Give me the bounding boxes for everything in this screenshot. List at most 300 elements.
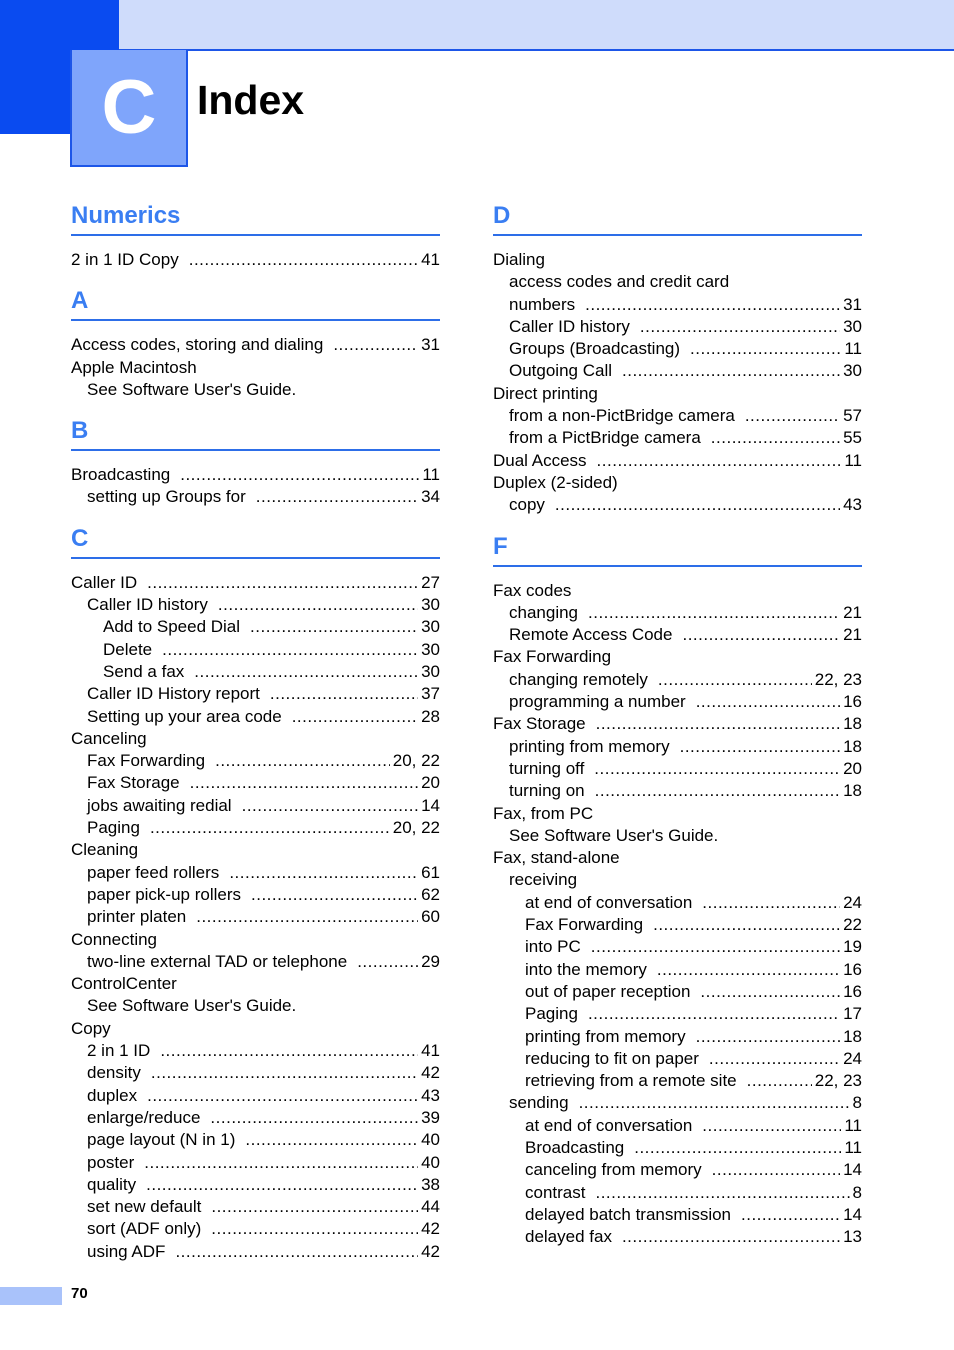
entry-term: delayed fax <box>525 1227 612 1247</box>
index-entry <box>71 728 440 750</box>
entry-term: from a non-PictBridge camera <box>509 406 735 426</box>
dot-leader <box>741 1204 840 1226</box>
entry-page-ref: 22 <box>843 915 862 935</box>
entry-page-ref: 22, 23 <box>814 1071 862 1091</box>
index-entry <box>71 750 440 772</box>
index-entry <box>493 271 862 293</box>
entry-page-ref: 61 <box>421 862 440 882</box>
entry-term: Fax Forwarding <box>525 915 644 935</box>
entry-term: at end of conversation <box>525 1115 693 1135</box>
entry-term: Broadcasting <box>71 465 171 485</box>
entry-term: turning off <box>509 758 585 778</box>
entry-term: canceling from memory <box>525 1160 702 1180</box>
entry-page-ref: 34 <box>421 487 440 507</box>
entry-page-ref: 18 <box>843 714 862 734</box>
entry-term: Caller ID <box>71 572 138 592</box>
dot-leader <box>180 464 419 486</box>
dot-leader <box>175 1241 418 1263</box>
index-entry <box>71 249 440 271</box>
entry-term: into the memory <box>525 959 647 979</box>
index-entry <box>493 780 862 802</box>
chapter-letter-box <box>70 50 188 167</box>
index-entry <box>71 616 440 638</box>
index-entry <box>71 486 440 508</box>
entry-term: Dual Access <box>493 450 587 470</box>
entry-term: out of paper reception <box>525 981 691 1001</box>
section-heading: B <box>71 414 440 451</box>
index-entry <box>493 602 862 624</box>
entry-term: Connecting <box>71 929 158 949</box>
dot-leader <box>196 906 418 928</box>
index-entry <box>493 1026 862 1048</box>
section-entries <box>71 249 440 271</box>
entry-term: two-line external TAD or telephone <box>87 951 348 971</box>
entry-page-ref: 30 <box>843 316 862 336</box>
dot-leader <box>696 1026 840 1048</box>
entry-page-ref: 18 <box>843 1026 862 1046</box>
entry-page-ref: 11 <box>844 1115 862 1135</box>
index-entry <box>493 1003 862 1025</box>
entry-term: sort (ADF only) <box>87 1219 202 1239</box>
dot-leader <box>585 294 840 316</box>
entry-page-ref: 44 <box>421 1197 440 1217</box>
dot-leader <box>588 602 840 624</box>
dot-leader <box>270 683 418 705</box>
dot-leader <box>190 772 418 794</box>
index-entry <box>493 1159 862 1181</box>
entry-term: Caller ID history <box>509 316 630 336</box>
dot-leader <box>215 750 390 772</box>
entry-page-ref: 19 <box>843 937 862 957</box>
dot-leader <box>700 981 840 1003</box>
entry-term: into PC <box>525 937 581 957</box>
dot-leader <box>658 669 812 691</box>
index-entry <box>71 334 440 356</box>
entry-term: page layout (N in 1) <box>87 1130 236 1150</box>
entry-page-ref: 29 <box>421 951 440 971</box>
index-entry <box>71 1129 440 1151</box>
index-entry <box>493 959 862 981</box>
entry-page-ref: 21 <box>843 602 862 622</box>
dot-leader <box>146 1174 418 1196</box>
index-entry <box>71 594 440 616</box>
index-entry <box>493 758 862 780</box>
entry-term: enlarge/reduce <box>87 1107 201 1127</box>
entry-page-ref: 18 <box>843 781 862 801</box>
dot-leader <box>711 427 840 449</box>
index-entry <box>71 951 440 973</box>
entry-page-ref: 42 <box>421 1063 440 1083</box>
entry-term: Caller ID history <box>87 595 208 615</box>
index-entry <box>493 936 862 958</box>
entry-term: See Software User's Guide. <box>87 996 297 1016</box>
section-entries <box>71 572 440 1263</box>
index-entry <box>493 1115 862 1137</box>
dot-leader <box>680 736 840 758</box>
index-entry <box>71 1152 440 1174</box>
dot-leader <box>657 959 840 981</box>
dot-leader <box>245 1129 418 1151</box>
entry-page-ref: 60 <box>421 907 440 927</box>
entry-page-ref: 39 <box>421 1107 440 1127</box>
index-entry <box>493 1092 862 1114</box>
dot-leader <box>594 758 840 780</box>
entry-term: printer platen <box>87 907 187 927</box>
entry-page-ref: 57 <box>843 406 862 426</box>
entry-term: using ADF <box>87 1241 166 1261</box>
index-entry <box>493 494 862 516</box>
index-entry <box>493 981 862 1003</box>
dot-leader <box>150 817 390 839</box>
section-heading: F <box>493 530 862 567</box>
entry-page-ref: 22, 23 <box>814 669 862 689</box>
dot-leader <box>147 1085 418 1107</box>
section-entries <box>71 464 440 509</box>
dot-leader <box>357 951 418 973</box>
entry-term: Setting up your area code <box>87 706 282 726</box>
entry-term: Copy <box>71 1018 111 1038</box>
index-entry <box>71 906 440 928</box>
dot-leader <box>653 914 840 936</box>
index-entry <box>71 839 440 861</box>
dot-leader <box>747 1070 812 1092</box>
entry-page-ref: 11 <box>844 1137 862 1157</box>
footer-tab <box>0 1287 62 1305</box>
entry-term: density <box>87 1063 141 1083</box>
entry-page-ref: 41 <box>421 1041 440 1061</box>
entry-term: numbers <box>509 294 576 314</box>
entry-page-ref: 18 <box>843 736 862 756</box>
dot-leader <box>256 486 418 508</box>
entry-term: Fax, stand-alone <box>493 848 620 868</box>
dot-leader <box>640 316 840 338</box>
dot-leader <box>597 450 842 472</box>
entry-page-ref: 24 <box>843 892 862 912</box>
entry-term: Dialing <box>493 250 545 269</box>
index-entry <box>493 825 862 847</box>
index-entry <box>493 1070 862 1092</box>
dot-leader <box>250 616 418 638</box>
dot-leader <box>702 1115 841 1137</box>
entry-term: receiving <box>509 870 578 890</box>
entry-page-ref: 21 <box>843 625 862 645</box>
index-entry <box>493 691 862 713</box>
entry-term: paper feed rollers <box>87 862 220 882</box>
index-entry <box>71 817 440 839</box>
index-column-right <box>493 199 862 1261</box>
index-entry <box>71 1085 440 1107</box>
index-entry <box>71 1062 440 1084</box>
dot-leader <box>690 338 841 360</box>
entry-term: setting up Groups for <box>87 487 246 507</box>
entry-page-ref: 41 <box>421 250 440 269</box>
dot-leader <box>147 572 418 594</box>
index-entry <box>71 706 440 728</box>
entry-term: Paging <box>87 818 140 838</box>
dot-leader <box>588 1003 840 1025</box>
entry-page-ref: 20 <box>421 773 440 793</box>
dot-leader <box>211 1218 418 1240</box>
chapter-letter: C <box>101 64 157 150</box>
entry-term: Fax Storage <box>493 714 586 734</box>
dot-leader <box>211 1196 418 1218</box>
dot-leader <box>162 639 418 661</box>
entry-page-ref: 27 <box>421 572 440 592</box>
index-entry <box>71 1196 440 1218</box>
dot-leader <box>596 713 840 735</box>
entry-term: programming a number <box>509 692 686 712</box>
index-entry <box>493 405 862 427</box>
entry-term: printing from memory <box>525 1026 686 1046</box>
index-entry <box>71 795 440 817</box>
entry-page-ref: 14 <box>421 795 440 815</box>
index-entry <box>493 294 862 316</box>
entry-term: changing <box>509 602 579 622</box>
entry-term: See Software User's Guide. <box>509 825 719 845</box>
entry-term: Fax Storage <box>87 773 180 793</box>
section-entries <box>493 580 862 1249</box>
section-entries <box>493 249 862 517</box>
entry-term: Fax Forwarding <box>87 751 206 771</box>
entry-term: Fax, from PC <box>493 803 594 823</box>
index-entry <box>71 1107 440 1129</box>
dot-leader <box>702 892 840 914</box>
entry-page-ref: 30 <box>421 617 440 637</box>
entry-term: changing remotely <box>509 669 648 689</box>
entry-page-ref: 30 <box>421 595 440 615</box>
entry-term: Fax Forwarding <box>493 647 612 667</box>
entry-term: quality <box>87 1174 137 1194</box>
entry-page-ref: 37 <box>421 684 440 704</box>
entry-term: Outgoing Call <box>509 361 613 381</box>
entry-page-ref: 20, 22 <box>392 751 440 771</box>
dot-leader <box>160 1040 418 1062</box>
entry-term: Paging <box>525 1004 578 1024</box>
index-entry <box>71 379 440 401</box>
entry-term: poster <box>87 1152 135 1172</box>
entry-page-ref: 30 <box>421 639 440 659</box>
entry-page-ref: 17 <box>843 1004 862 1024</box>
index-entry <box>493 580 862 602</box>
entry-page-ref: 43 <box>421 1085 440 1105</box>
dot-leader <box>144 1152 418 1174</box>
entry-page-ref: 40 <box>421 1152 440 1172</box>
entry-page-ref: 42 <box>421 1219 440 1239</box>
index-entry <box>493 360 862 382</box>
dot-leader <box>595 1182 849 1204</box>
dot-leader <box>333 334 418 356</box>
dot-leader <box>745 405 840 427</box>
dot-leader <box>242 795 418 817</box>
entry-page-ref: 16 <box>843 959 862 979</box>
index-entry <box>71 1018 440 1040</box>
page-number: 70 <box>71 1285 88 1302</box>
entry-page-ref: 42 <box>421 1241 440 1261</box>
dot-leader <box>229 862 418 884</box>
index-entry <box>493 713 862 735</box>
index-entry <box>493 1048 862 1070</box>
entry-page-ref: 8 <box>852 1182 862 1202</box>
section-heading: D <box>493 199 862 236</box>
index-entry <box>493 847 862 869</box>
entry-term: at end of conversation <box>525 892 693 912</box>
entry-page-ref: 20, 22 <box>392 818 440 838</box>
index-entry <box>71 929 440 951</box>
index-entry <box>71 772 440 794</box>
entry-page-ref: 55 <box>843 428 862 448</box>
entry-term: paper pick-up rollers <box>87 884 242 904</box>
index-entry <box>71 1174 440 1196</box>
page-title: Index <box>197 77 305 123</box>
entry-term: reducing to fit on paper <box>525 1048 699 1068</box>
entry-term: Groups (Broadcasting) <box>509 339 681 359</box>
dot-leader <box>622 360 840 382</box>
entry-page-ref: 11 <box>844 450 862 470</box>
entry-page-ref: 14 <box>843 1204 862 1224</box>
entry-term: Remote Access Code <box>509 625 673 645</box>
entry-term: Fax codes <box>493 580 572 600</box>
index-entry <box>71 862 440 884</box>
entry-term: Apple Macintosh <box>71 357 197 377</box>
index-entry <box>71 683 440 705</box>
entry-page-ref: 38 <box>421 1174 440 1194</box>
index-entry <box>493 624 862 646</box>
dot-leader <box>591 936 840 958</box>
index-entry <box>71 1040 440 1062</box>
index-entry <box>493 1204 862 1226</box>
index-entry <box>493 646 862 668</box>
header-rule <box>119 49 954 51</box>
index-entry <box>493 869 862 891</box>
entry-term: ControlCenter <box>71 974 177 994</box>
index-entry <box>493 450 862 472</box>
index-entry <box>493 892 862 914</box>
index-entry <box>493 472 862 494</box>
entry-page-ref: 13 <box>843 1227 862 1247</box>
entry-term: access codes and credit card <box>509 272 730 292</box>
index-entry <box>493 736 862 758</box>
entry-term: from a PictBridge camera <box>509 428 701 448</box>
dot-leader <box>595 780 840 802</box>
dot-leader <box>709 1048 840 1070</box>
index-entry <box>71 357 440 379</box>
entry-page-ref: 11 <box>844 339 862 359</box>
entry-term: Access codes, storing and dialing <box>71 335 324 355</box>
entry-term: set new default <box>87 1197 202 1217</box>
entry-term: contrast <box>525 1182 586 1202</box>
dot-leader <box>189 249 418 271</box>
entry-page-ref: 14 <box>843 1160 862 1180</box>
entry-page-ref: 16 <box>843 692 862 712</box>
index-entry <box>493 803 862 825</box>
entry-term: Canceling <box>71 728 147 748</box>
index-entry <box>493 316 862 338</box>
index-entry <box>71 661 440 683</box>
entry-term: duplex <box>87 1085 138 1105</box>
dot-leader <box>210 1107 418 1129</box>
index-entry <box>71 464 440 486</box>
index-entry <box>71 995 440 1017</box>
dot-leader <box>555 494 840 516</box>
index-entry <box>71 1218 440 1240</box>
index-entry <box>71 1241 440 1263</box>
index-entry <box>493 338 862 360</box>
entry-page-ref: 24 <box>843 1048 862 1068</box>
dot-leader <box>579 1092 850 1114</box>
index-entry <box>493 669 862 691</box>
dot-leader <box>634 1137 841 1159</box>
entry-term: Delete <box>103 639 153 659</box>
index-entry <box>71 884 440 906</box>
section-heading: Numerics <box>71 199 440 236</box>
entry-page-ref: 28 <box>421 706 440 726</box>
index-entry <box>493 1182 862 1204</box>
dot-leader <box>292 706 418 728</box>
dot-leader <box>696 691 840 713</box>
entry-term: 2 in 1 ID Copy <box>71 250 179 269</box>
index-entry <box>493 427 862 449</box>
entry-page-ref: 31 <box>421 335 440 355</box>
entry-term: printing from memory <box>509 736 670 756</box>
entry-term: Cleaning <box>71 840 139 860</box>
entry-page-ref: 8 <box>852 1093 862 1113</box>
entry-term: Send a fax <box>103 661 185 681</box>
index-entry <box>71 572 440 594</box>
entry-term: copy <box>509 495 545 515</box>
entry-page-ref: 16 <box>843 981 862 1001</box>
entry-page-ref: 31 <box>843 294 862 314</box>
entry-page-ref: 11 <box>422 465 440 485</box>
entry-term: turning on <box>509 781 585 801</box>
entry-page-ref: 43 <box>843 495 862 515</box>
index-entry <box>71 639 440 661</box>
entry-term: sending <box>509 1093 569 1113</box>
section-entries <box>71 334 440 401</box>
index-entry <box>493 1226 862 1248</box>
entry-term: retrieving from a remote site <box>525 1071 737 1091</box>
dot-leader <box>682 624 840 646</box>
entry-term: Direct printing <box>493 383 598 403</box>
dot-leader <box>251 884 418 906</box>
dot-leader <box>194 661 418 683</box>
index-column-left <box>71 199 440 1276</box>
entry-term: Broadcasting <box>525 1137 625 1157</box>
section-heading: A <box>71 284 440 321</box>
entry-term: Duplex (2-sided) <box>493 472 618 492</box>
dot-leader <box>622 1226 840 1248</box>
index-entry <box>493 383 862 405</box>
entry-page-ref: 40 <box>421 1130 440 1150</box>
dot-leader <box>218 594 418 616</box>
entry-term: jobs awaiting redial <box>87 795 232 815</box>
entry-page-ref: 30 <box>843 361 862 381</box>
entry-term: Caller ID History report <box>87 684 260 704</box>
index-entry <box>493 249 862 271</box>
index-entry <box>493 1137 862 1159</box>
index-entry <box>71 973 440 995</box>
entry-page-ref: 62 <box>421 884 440 904</box>
header-band <box>0 0 954 50</box>
index-entry <box>493 914 862 936</box>
entry-term: 2 in 1 ID <box>87 1041 151 1061</box>
entry-term: delayed batch transmission <box>525 1204 732 1224</box>
entry-term: See Software User's Guide. <box>87 379 297 399</box>
entry-page-ref: 30 <box>421 661 440 681</box>
dot-leader <box>712 1159 840 1181</box>
dot-leader <box>151 1062 418 1084</box>
entry-term: Add to Speed Dial <box>103 617 241 637</box>
entry-page-ref: 20 <box>843 758 862 778</box>
